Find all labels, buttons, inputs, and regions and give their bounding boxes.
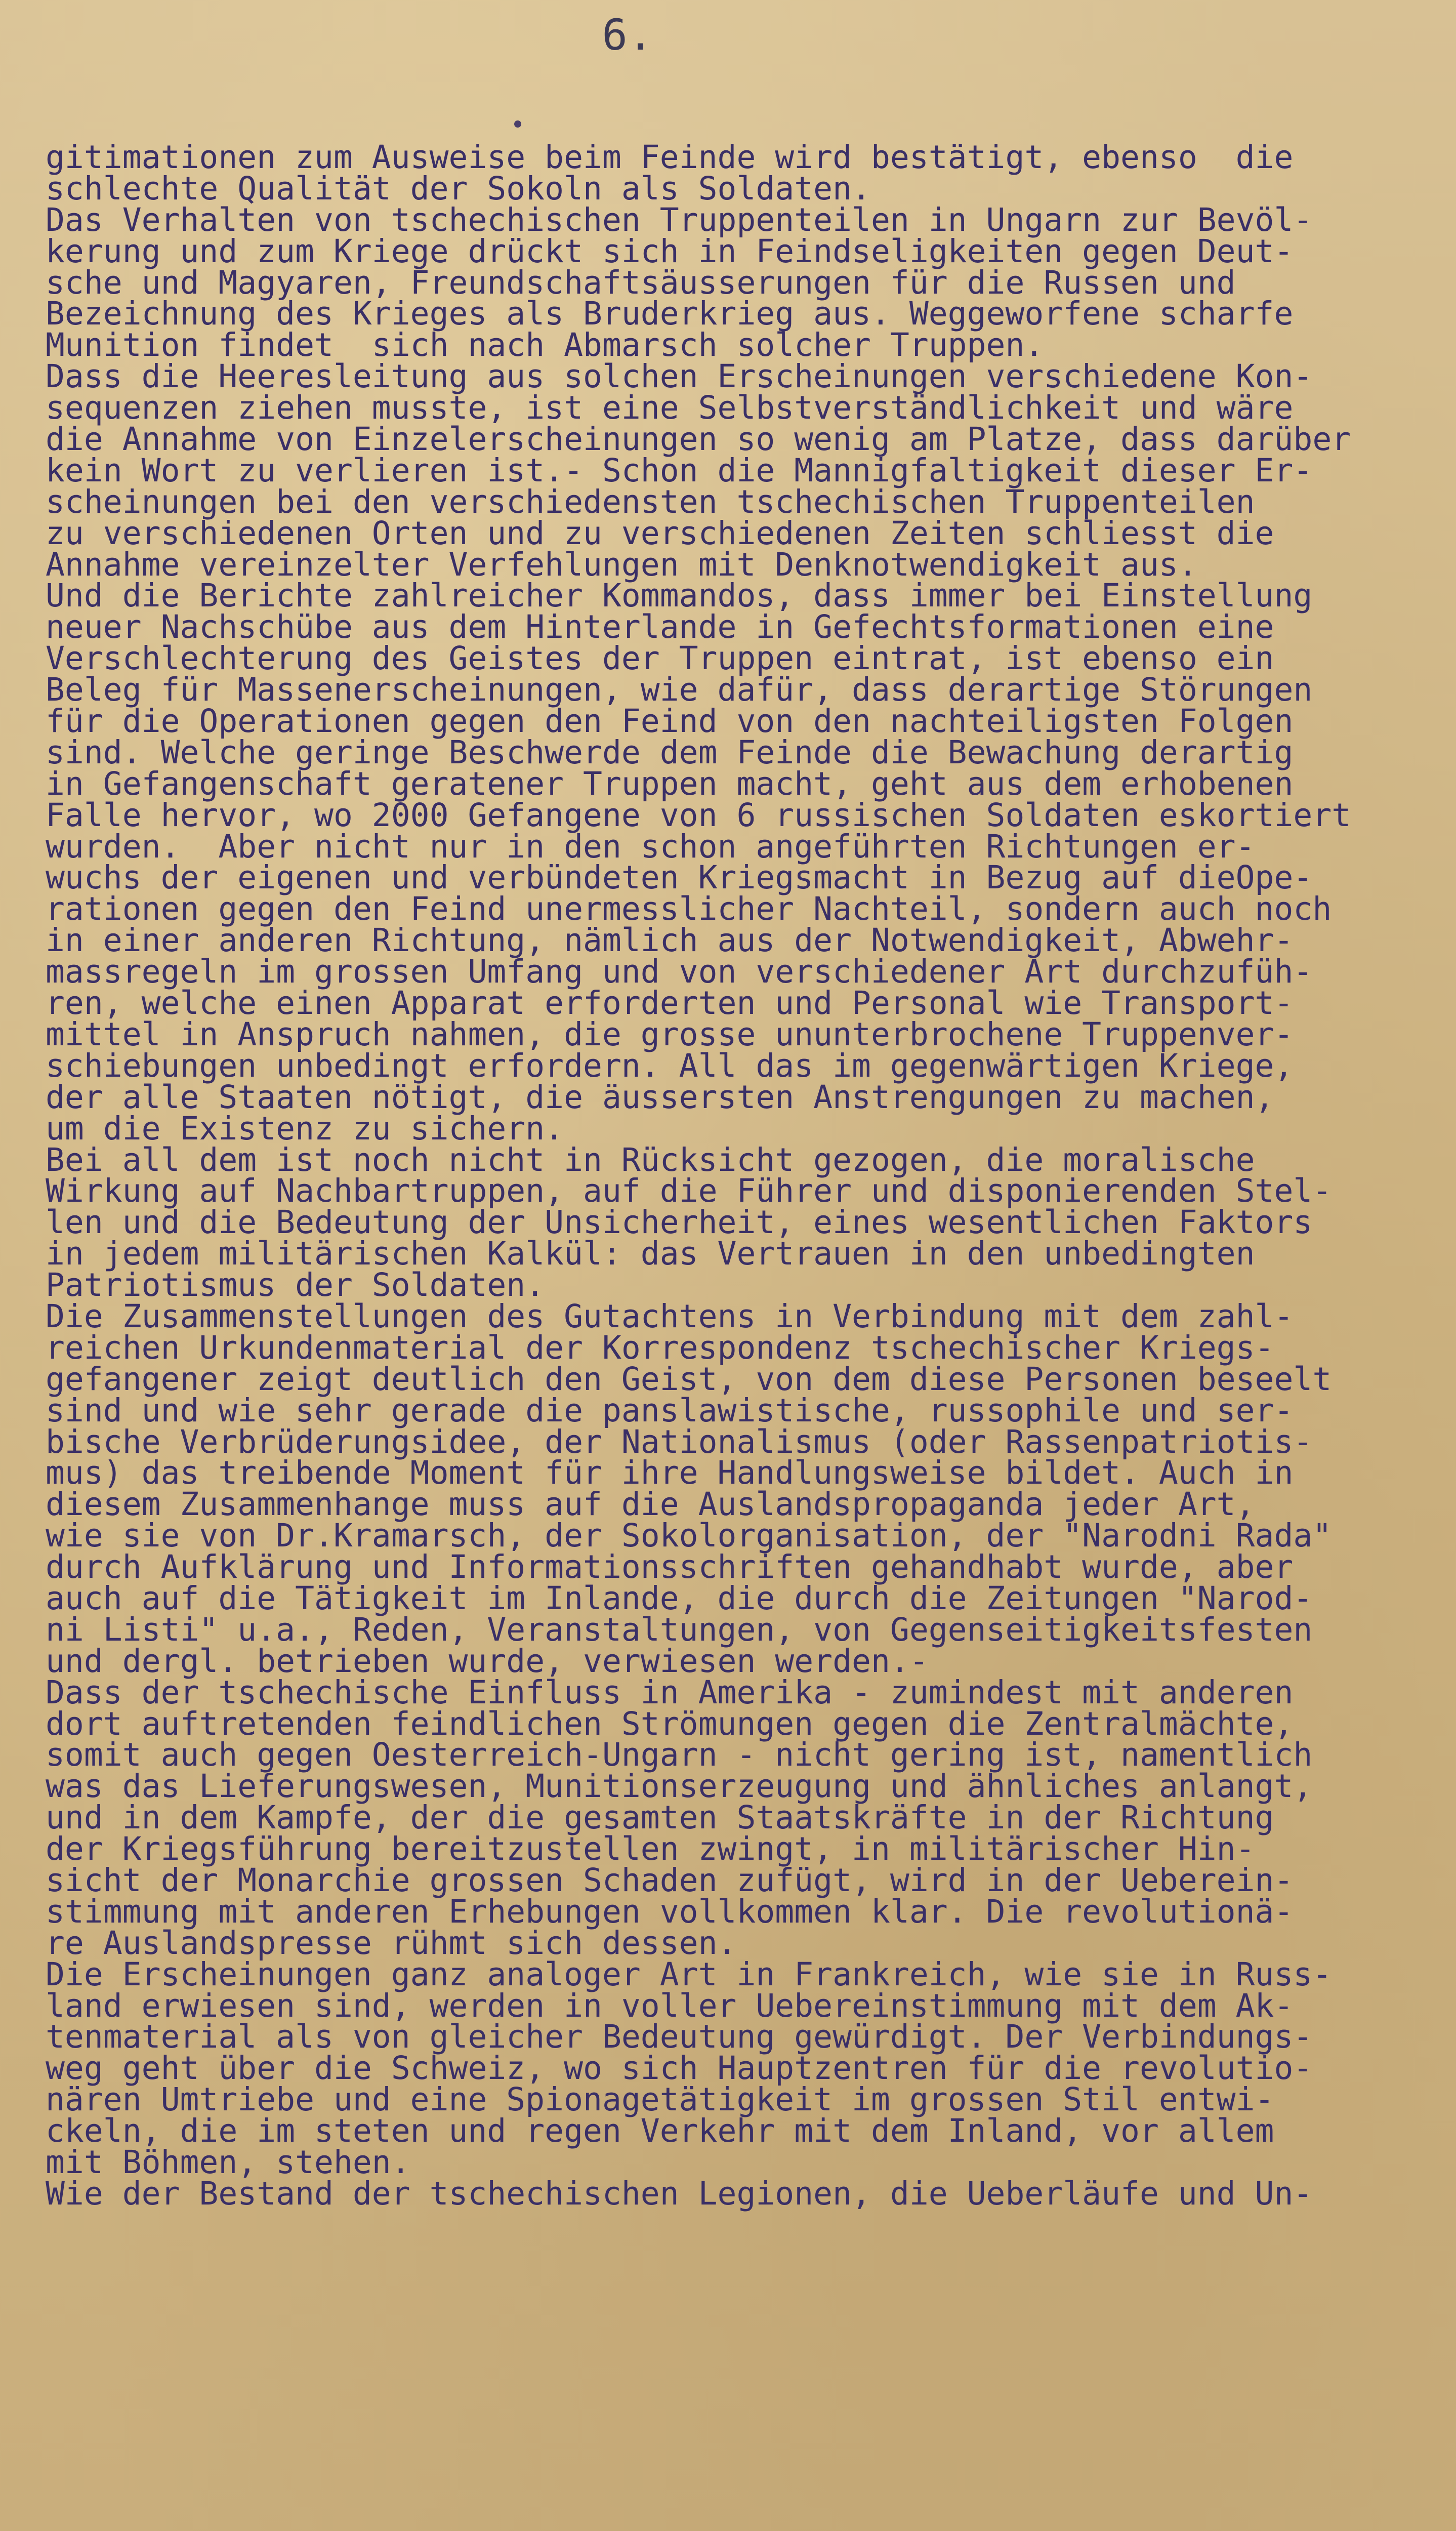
text-line: schlechte Qualität der Sokoln als Soldaten. [46,170,871,207]
text-line: re Auslandspresse rühmt sich dessen. [46,1924,737,1962]
text-line: reichen Urkundenmaterial der Korrespondenz tschechischer Kriegs- [46,1329,1274,1366]
text-line: zu verschiedenen Orten und zu verschiedenen Zeiten schliesst die [46,514,1274,552]
text-line: Das Verhalten von tschechischen Truppenteilen in Ungarn zur Bevöl- [46,201,1313,238]
text-line: in jedem militärischen Kalkül: das Vertrauen in den unbedingten [46,1235,1255,1273]
ink-dot [514,120,521,128]
text-line: kerung und zum Kriege drückt sich in Feindseligkeiten gegen Deut- [46,232,1294,270]
text-line: land erwiesen sind, werden in voller Uebereinstimmung mit dem Ak- [46,1987,1294,2024]
text-line: Patriotismus der Soldaten. [46,1267,545,1304]
text-line: stimmung mit anderen Erhebungen vollkommen klar. Die revolutionä- [46,1893,1294,1930]
text-line: in einer anderen Richtung, nämlich aus der Notwendigkeit, Abwehr- [46,922,1294,959]
text-line: Dass die Heeresleitung aus solchen Erscheinungen verschiedene Kon- [46,358,1313,395]
text-line: und in dem Kampfe, der die gesamten Staatskräfte in der Richtung [46,1799,1274,1836]
text-line: rationen gegen den Feind unermesslicher Nachteil, sondern auch noch [46,890,1332,928]
text-line: die Annahme von Einzelerscheinungen so wenig am Platze, dass darüber [46,421,1351,458]
text-line: len und die Bedeutung der Unsicherheit, eines wesentlichen Faktors [46,1204,1313,1241]
text-line: Dass der tschechische Einfluss in Amerika - zumindest mit anderen [46,1673,1294,1711]
text-line: somit auch gegen Oesterreich-Ungarn - nicht gering ist, namentlich [46,1736,1313,1774]
text-line: Die Erscheinungen ganz analoger Art in Frankreich, wie sie in Russ- [46,1955,1332,1993]
text-line: bische Verbrüderungsidee, der Nationalismus (oder Rassenpatriotis- [46,1423,1313,1460]
text-line: mittel in Anspruch nahmen, die grosse ununterbrochene Truppenver- [46,1015,1294,1053]
text-line: um die Existenz zu sichern. [46,1110,564,1147]
text-line: Bei all dem ist noch nicht in Rücksicht gezogen, die moralische [46,1141,1255,1178]
text-line: massregeln im grossen Umfang und von verschiedener Art durchzufüh- [46,953,1313,991]
text-line: sequenzen ziehen musste, ist eine Selbstverständlichkeit und wäre [46,389,1294,427]
text-line: diesem Zusammenhange muss auf die Auslandspropaganda jeder Art, [46,1486,1255,1523]
text-line: in Gefangenschaft geratener Truppen macht, geht aus dem erhobenen [46,765,1294,802]
text-line: Verschlechterung des Geistes der Truppen eintrat, ist ebenso ein [46,640,1274,677]
text-line: Die Zusammenstellungen des Gutachtens in Verbindung mit dem zahl- [46,1297,1294,1335]
text-line: Falle hervor, wo 2000 Gefangene von 6 russischen Soldaten eskortiert [46,796,1351,834]
text-line: der Kriegsführung bereitzustellen zwingt, in militärischer Hin- [46,1830,1255,1868]
text-line: wurden. Aber nicht nur in den schon angeführten Richtungen er- [46,828,1255,865]
text-line: wie sie von Dr.Kramarsch, der Sokolorganisation, der "Narodni Rada" [46,1517,1332,1555]
text-line: neuer Nachschübe aus dem Hinterlande in Gefechtsformationen eine [46,608,1274,646]
text-line: kein Wort zu verlieren ist.- Schon die Mannigfaltigkeit dieser Er- [46,452,1313,489]
text-line: schiebungen unbedingt erfordern. All das im gegenwärtigen Kriege, [46,1047,1294,1084]
text-line: ckeln, die im steten und regen Verkehr mit dem Inland, vor allem [46,2112,1274,2150]
text-line: gefangener zeigt deutlich den Geist, von dem diese Personen beseelt [46,1360,1332,1398]
text-line: gitimationen zum Ausweise beim Feinde wird bestätigt, ebenso die [46,139,1294,176]
text-line: für die Operationen gegen den Feind von den nachteiligsten Folgen [46,703,1294,740]
text-line: sche und Magyaren, Freundschaftsäusserungen für die Russen und [46,264,1236,301]
text-line: weg geht über die Schweiz, wo sich Hauptzentren für die revolutio- [46,2050,1313,2087]
text-line: Bezeichnung des Krieges als Bruderkrieg aus. Weggeworfene scharfe [46,295,1294,333]
text-line: mus) das treibende Moment für ihre Handlungsweise bildet. Auch in [46,1454,1294,1492]
page-number: 6. [602,10,653,60]
text-line: auch auf die Tätigkeit im Inlande, die durch die Zeitungen "Narod- [46,1579,1313,1617]
text-line: scheinungen bei den verschiedensten tschechischen Truppenteilen [46,483,1255,520]
text-line: Wirkung auf Nachbartruppen, auf die Führer und disponierenden Stel- [46,1172,1332,1210]
text-line: was das Lieferungswesen, Munitionserzeugung und ähnliches anlangt, [46,1768,1313,1805]
text-line: Beleg für Massenerscheinungen, wie dafür, dass derartige Störungen [46,671,1313,709]
text-line: sind und wie sehr gerade die panslawistische, russophile und ser- [46,1392,1294,1429]
typewritten-body [46,139,1452,2212]
text-line: Annahme vereinzelter Verfehlungen mit Denknotwendigkeit aus. [46,546,1197,583]
text-line: und dergl. betrieben wurde, verwiesen werden.- [46,1642,929,1680]
text-line: Und die Berichte zahlreicher Kommandos, dass immer bei Einstellung [46,577,1313,615]
text-line: ren, welche einen Apparat erforderten und Personal wie Transport- [46,985,1294,1022]
text-line: tenmaterial als von gleicher Bedeutung gewürdigt. Der Verbindungs- [46,2018,1313,2056]
text-line: durch Aufklärung und Informationsschriften gehandhabt wurde, aber [46,1548,1294,1586]
text-line: mit Böhmen, stehen. [46,2144,410,2181]
text-line: ni Listi" u.a., Reden, Veranstaltungen, von Gegenseitigkeitsfesten [46,1611,1313,1648]
text-line: Wie der Bestand der tschechischen Legionen, die Ueberläufe und Un- [46,2175,1313,2212]
text-line: sicht der Monarchie grossen Schaden zufügt, wird in der Ueberein- [46,1861,1294,1899]
text-line: wuchs der eigenen und verbündeten Kriegsmacht in Bezug auf dieOpe- [46,859,1313,896]
text-line: Munition findet sich nach Abmarsch solcher Truppen. [46,326,1044,364]
text-line: sind. Welche geringe Beschwerde dem Feinde die Bewachung derartig [46,733,1294,771]
text-line: der alle Staaten nötigt, die äussersten Anstrengungen zu machen, [46,1078,1274,1116]
text-line: dort auftretenden feindlichen Strömungen gegen die Zentralmächte, [46,1705,1294,1742]
text-line: nären Umtriebe und eine Spionagetätigkeit im grossen Stil entwi- [46,2081,1274,2118]
